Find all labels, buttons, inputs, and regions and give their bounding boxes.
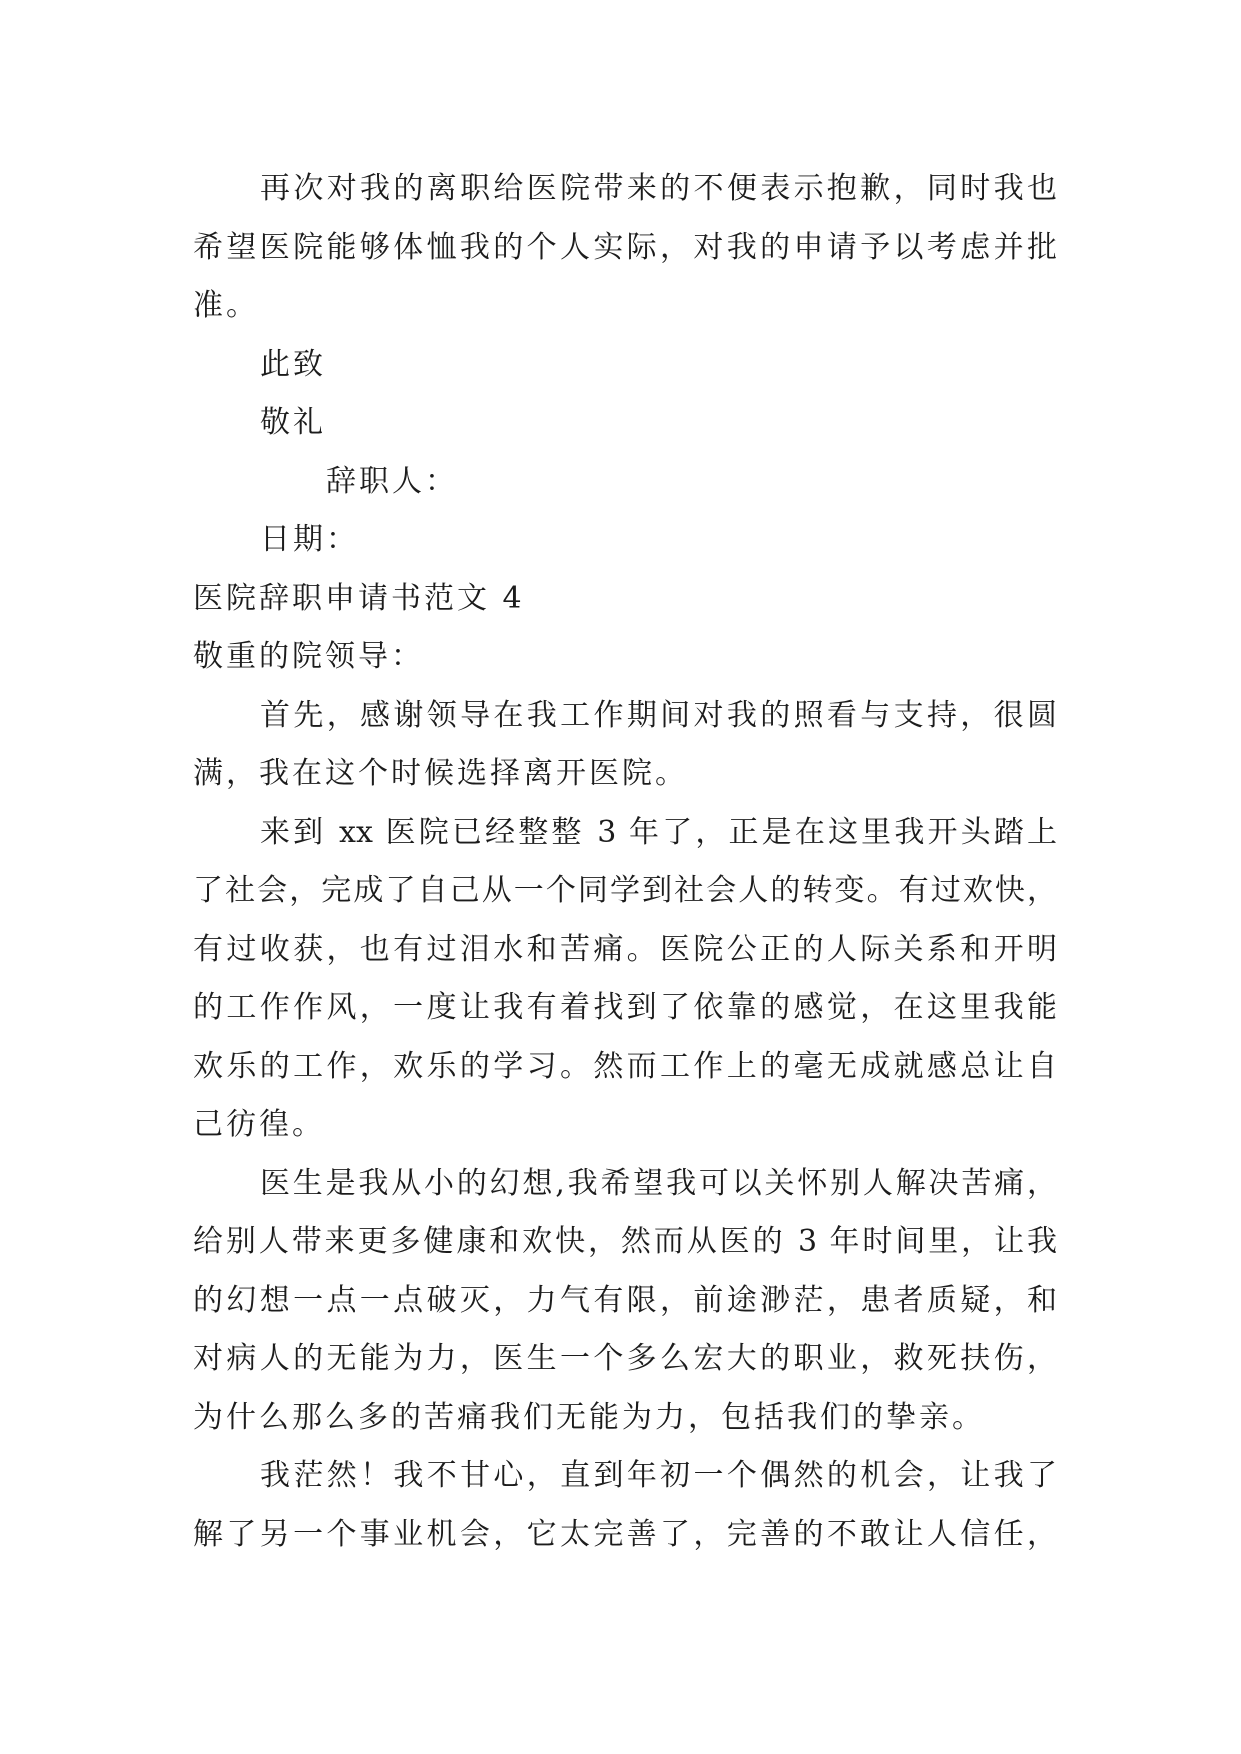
text-line: 希望医院能够体恤我的个人实际，对我的申请予以考虑并批 — [193, 229, 1057, 265]
regards: 敬礼 — [260, 405, 326, 440]
text-line: 了社会，完成了自己从一个同学到社会人的转变。有过欢快， — [193, 873, 1057, 908]
text-line: 的幻想一点一点破灭，力气有限，前途渺茫，患者质疑，和 — [193, 1282, 1057, 1318]
text-line: 医生是我从小的幻想,我希望我可以关怀别人解决苦痛， — [260, 1165, 1057, 1201]
text-line: 欢乐的工作，欢乐的学习。然而工作上的毫无成就感总让自 — [193, 1048, 1057, 1084]
greeting: 敬重的院领导： — [193, 639, 424, 674]
paragraph — [193, 804, 1057, 1155]
text-line: 己彷徨。 — [193, 1107, 325, 1142]
text-line: 的工作作风，一度让我有着找到了依靠的感觉，在这里我能 — [193, 990, 1057, 1025]
section-title: 医院辞职申请书范文 4 — [193, 580, 525, 616]
text-line: 再次对我的离职给医院带来的不便表示抱歉，同时我也 — [260, 171, 1057, 206]
text-line: 为什么那么多的苦痛我们无能为力，包括我们的挚亲。 — [193, 1399, 985, 1435]
document-page — [193, 160, 1057, 1564]
text-line: 准。 — [193, 288, 259, 323]
paragraph — [193, 687, 1057, 804]
text-line: 我茫然！我不甘心，直到年初一个偶然的机会，让我了 — [260, 1458, 1057, 1493]
paragraph — [193, 1155, 1057, 1448]
text-line: 对病人的无能为力，医生一个多么宏大的职业，救死扶伤， — [193, 1341, 1057, 1376]
text-line: 有过收获，也有过泪水和苦痛。医院公正的人际关系和开明 — [193, 931, 1057, 967]
text-line: 来到 xx 医院已经整整 3 年了，正是在这里我开头踏上 — [260, 814, 1057, 850]
text-line: 给别人带来更多健康和欢快，然而从医的 3 年时间里，让我 — [193, 1224, 1057, 1259]
closing-paragraph — [193, 160, 1057, 336]
date-label: 日期： — [260, 522, 359, 557]
closing-salutation: 此致 — [260, 346, 326, 382]
text-line: 满，我在这个时候选择离开医院。 — [193, 756, 688, 791]
text-line: 首先，感谢领导在我工作期间对我的照看与支持，很圆 — [260, 697, 1057, 733]
paragraph — [193, 1447, 1057, 1564]
text-line: 解了另一个事业机会，它太完善了，完善的不敢让人信任， — [193, 1516, 1057, 1552]
signer-label: 辞职人： — [326, 463, 458, 499]
